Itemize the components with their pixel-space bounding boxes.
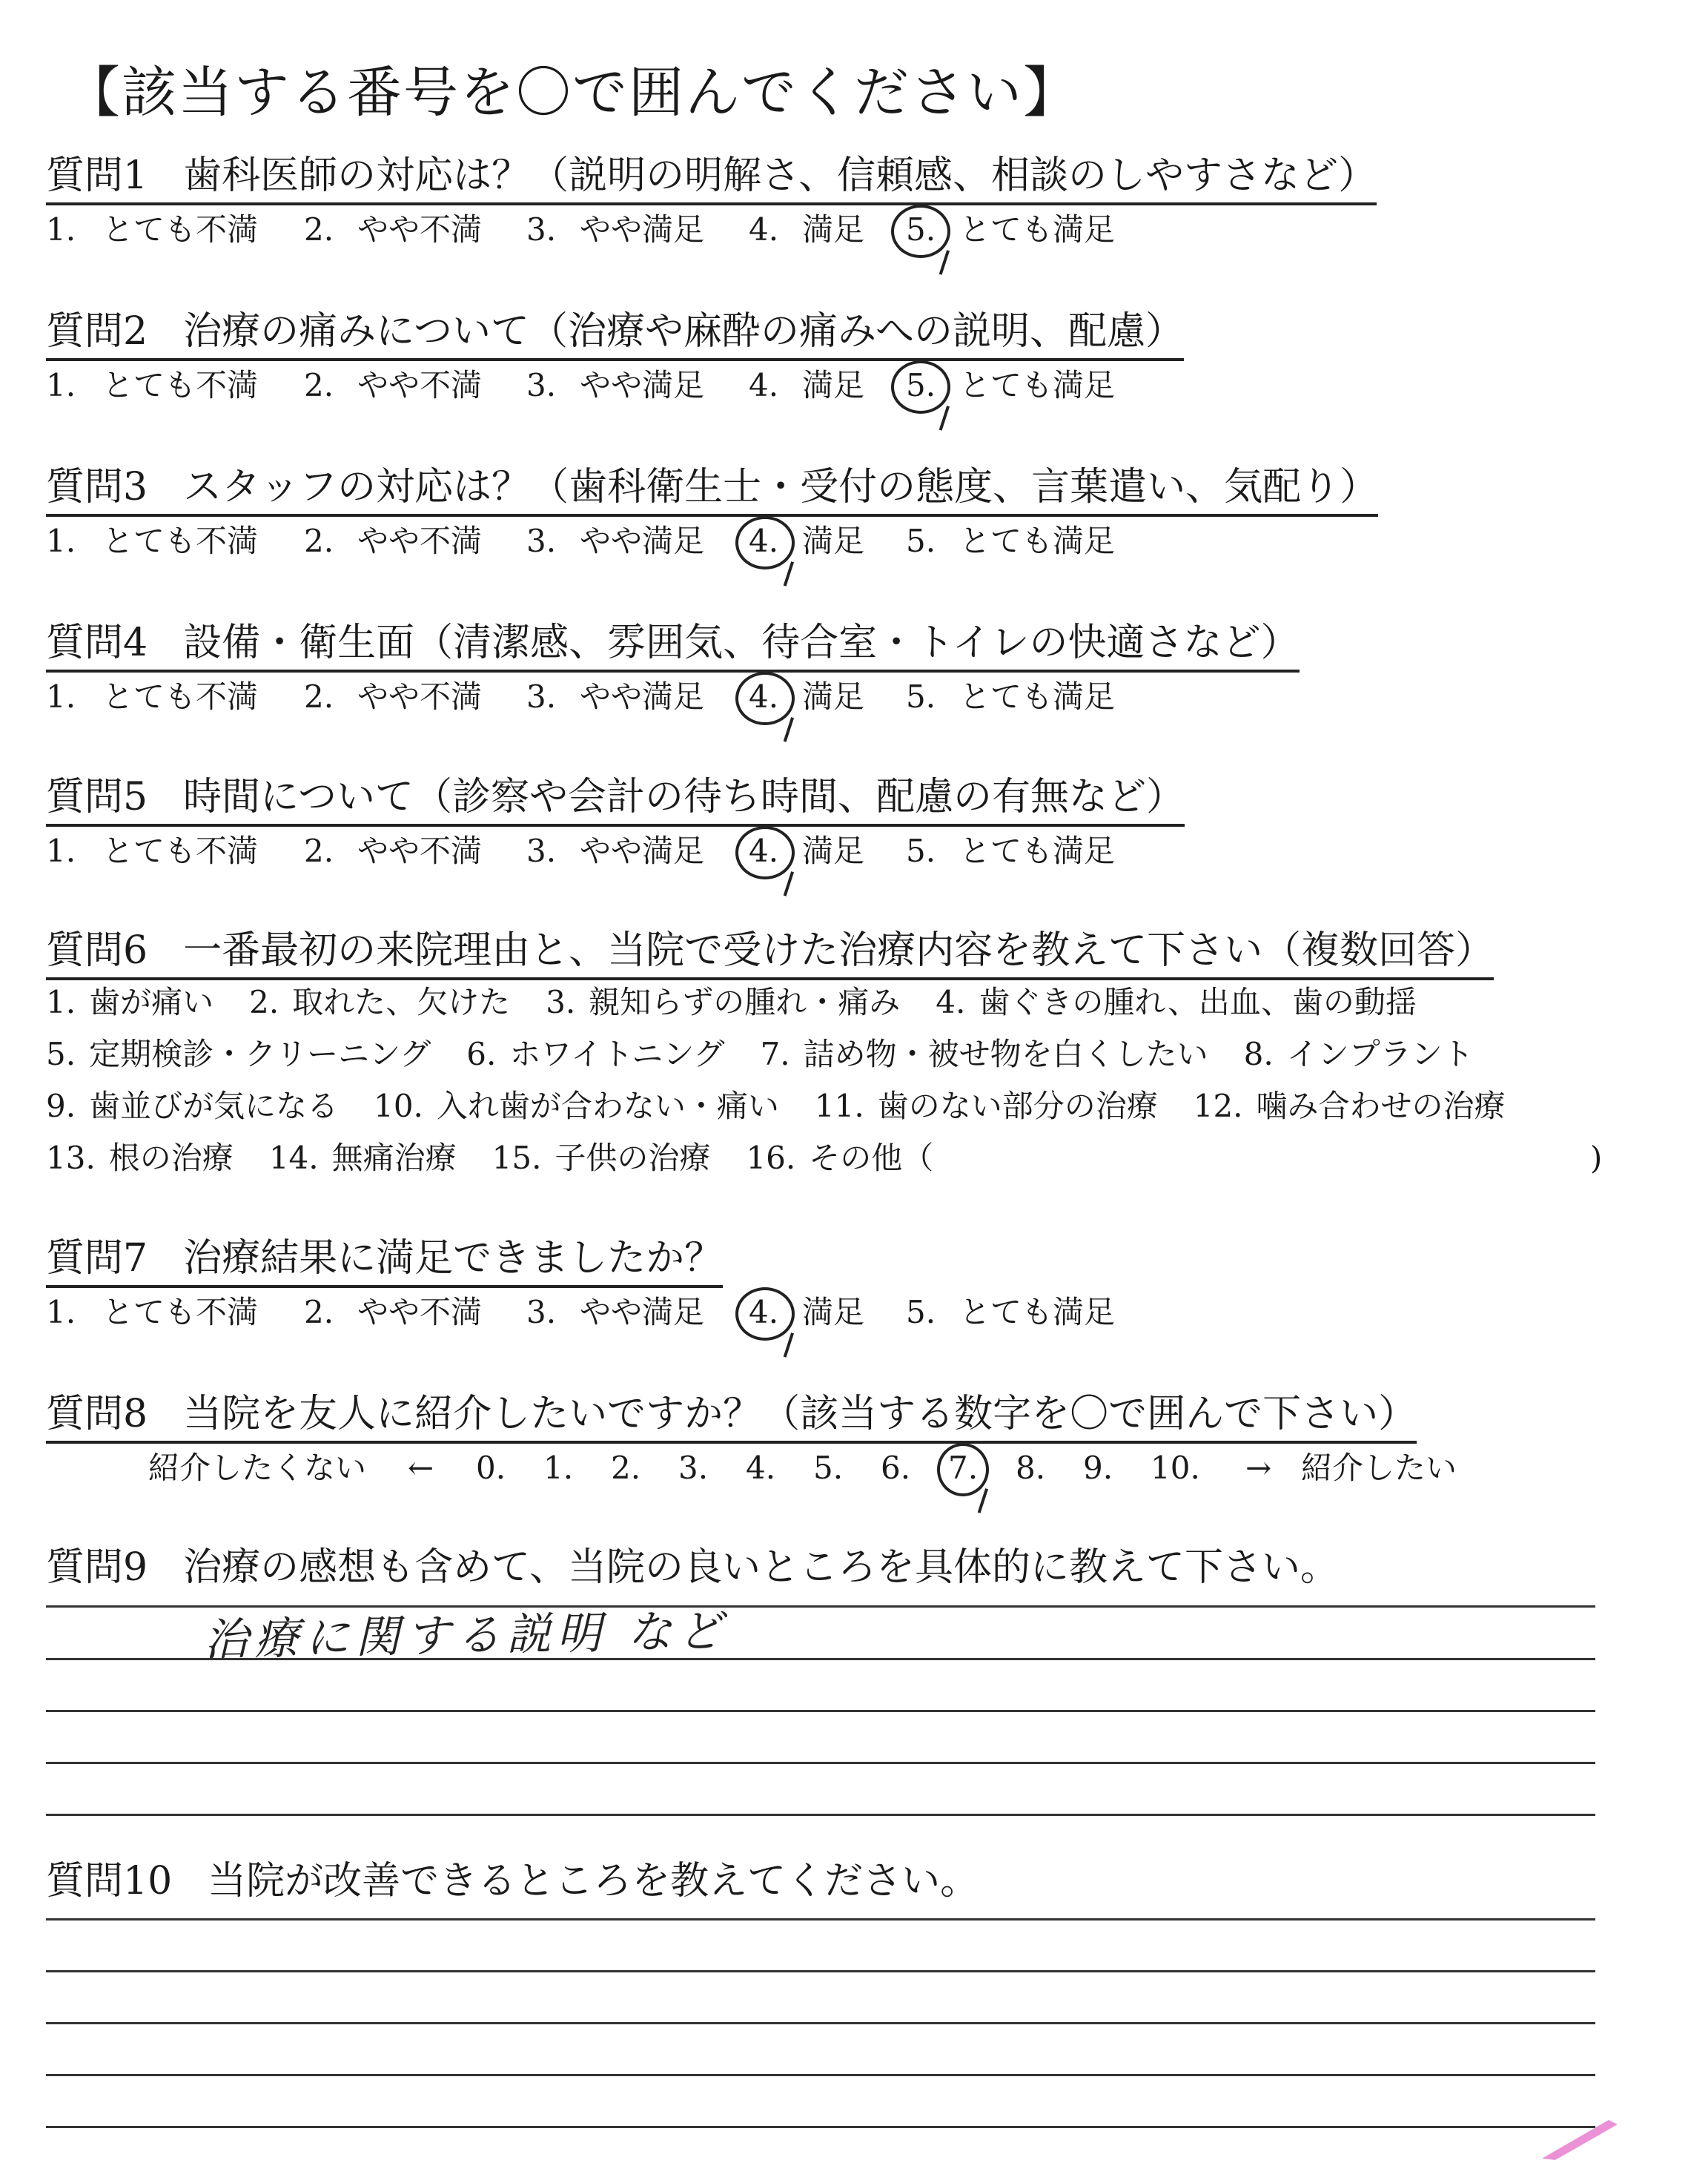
option-label[interactable]: 満足: [802, 1294, 865, 1330]
question-4-heading: [46, 619, 1300, 673]
question-6-options-row-1: [46, 980, 1452, 1025]
option-number[interactable]: 8.: [1243, 1036, 1274, 1072]
option-label[interactable]: 満足: [802, 211, 865, 248]
option-label[interactable]: 定期検診・クリーニング: [89, 1036, 431, 1072]
option-number[interactable]: 12.: [1193, 1088, 1243, 1124]
option-number[interactable]: 5.: [46, 1036, 76, 1072]
option-label[interactable]: とても満足: [959, 833, 1116, 869]
handwritten-answer: 治療に関する説明 など: [203, 1605, 729, 1667]
question-number: 質問10: [46, 1859, 173, 1903]
option-label[interactable]: 歯並びが気になる: [89, 1088, 339, 1124]
question-1-heading: [46, 152, 1377, 205]
highlighter-mark-icon: [1535, 2117, 1623, 2160]
option-number[interactable]: 3.: [526, 523, 557, 559]
option-label[interactable]: やや満足: [580, 523, 705, 559]
question-5-heading: [46, 773, 1185, 827]
selected-answer-circle: [735, 1287, 795, 1341]
option-label[interactable]: 根の治療: [108, 1140, 234, 1176]
option-number[interactable]: 3.: [526, 1294, 557, 1330]
option-number[interactable]: 6.: [466, 1036, 497, 1072]
other-close-paren: ): [1590, 1140, 1603, 1176]
option-label[interactable]: 親知らずの腫れ・痛み: [589, 984, 901, 1020]
option-label[interactable]: 歯が痛い: [89, 984, 214, 1020]
option-number[interactable]: 2.: [304, 833, 334, 869]
option-number[interactable]: 1.: [46, 833, 76, 869]
option-number[interactable]: 3.: [546, 984, 576, 1020]
question-number: 質問8: [46, 1392, 148, 1436]
question-10-heading: [46, 1857, 979, 1905]
option-label[interactable]: インプラント: [1286, 1036, 1474, 1072]
selected-answer-circle: [891, 205, 950, 258]
question-number: 質問2: [46, 309, 148, 354]
question-text: 当院が改善できるところを教えてください。: [208, 1859, 979, 1903]
option-number[interactable]: 2.: [304, 211, 334, 248]
answer-line[interactable]: [46, 1918, 1595, 1920]
option-label[interactable]: とても満足: [959, 367, 1116, 403]
option-label[interactable]: とても満足: [959, 523, 1116, 559]
question-number: 質問4: [46, 621, 148, 665]
option-number[interactable]: 4.: [749, 1294, 779, 1330]
page-title: 【該当する番号を〇で囲んでください】: [65, 61, 1079, 125]
question-number: 質問6: [46, 928, 148, 973]
option-label[interactable]: やや満足: [580, 678, 705, 715]
answer-line[interactable]: [46, 2126, 1595, 2128]
option-label[interactable]: やや満足: [580, 1294, 705, 1330]
option-number[interactable]: 14.: [268, 1140, 319, 1176]
option-label[interactable]: とても不満: [102, 523, 259, 559]
question-number: 質問9: [46, 1545, 148, 1590]
option-number[interactable]: 4.: [749, 833, 779, 869]
option-label[interactable]: 歯ぐきの腫れ、出血、歯の動揺: [979, 984, 1417, 1020]
question-6-options-row-3: [46, 1084, 1506, 1129]
scale-number[interactable]: 4.: [746, 1450, 776, 1486]
scale-number[interactable]: 10.: [1151, 1450, 1200, 1486]
scale-left-label: 紹介したくない: [148, 1450, 367, 1486]
option-label[interactable]: 無痛治療: [331, 1140, 457, 1176]
scale-number[interactable]: 9.: [1083, 1450, 1113, 1486]
question-text: スタッフの対応は？（歯科衛生士・受付の態度、言葉遣い、気配り）: [183, 465, 1379, 509]
option-label[interactable]: とても不満: [102, 678, 259, 715]
option-number[interactable]: 4.: [749, 211, 779, 248]
scale-number[interactable]: 1.: [543, 1450, 574, 1486]
question-text: 設備・衛生面（清潔感、雰囲気、待合室・トイレの快適さなど）: [183, 621, 1300, 665]
option-label[interactable]: 歯のない部分の治療: [877, 1088, 1158, 1124]
selected-answer-circle: [937, 1443, 989, 1496]
option-label[interactable]: とても不満: [102, 211, 259, 248]
option-number[interactable]: 5.: [906, 678, 936, 715]
scale-number[interactable]: 0.: [476, 1450, 506, 1486]
option-label[interactable]: やや不満: [357, 367, 483, 403]
option-number[interactable]: 5.: [906, 523, 936, 559]
scale-number[interactable]: 6.: [881, 1450, 911, 1486]
option-number[interactable]: 2.: [304, 523, 334, 559]
scale-right-label: 紹介したい: [1301, 1450, 1457, 1486]
option-number[interactable]: 15.: [491, 1140, 542, 1176]
option-number[interactable]: 3.: [526, 367, 557, 403]
option-number[interactable]: 1.: [46, 523, 76, 559]
option-label[interactable]: やや不満: [357, 211, 483, 248]
option-label[interactable]: やや不満: [357, 833, 483, 869]
option-number[interactable]: 3.: [526, 678, 557, 715]
option-label[interactable]: とても不満: [102, 1294, 259, 1330]
question-text: 一番最初の来院理由と、当院で受けた治療内容を教えて下さい（複数回答）: [183, 928, 1494, 973]
question-8-heading: [46, 1390, 1417, 1444]
option-label[interactable]: やや満足: [580, 833, 705, 869]
option-number[interactable]: 5.: [906, 833, 936, 869]
answer-line[interactable]: [46, 1814, 1595, 1816]
question-text: 治療の感想も含めて、当院の良いところを具体的に教えて下さい。: [183, 1545, 1340, 1590]
option-number[interactable]: 9.: [46, 1088, 76, 1124]
option-number[interactable]: 11.: [814, 1088, 864, 1124]
option-label[interactable]: 満足: [802, 367, 865, 403]
option-label[interactable]: 満足: [802, 523, 865, 559]
option-label[interactable]: やや満足: [580, 367, 705, 403]
question-number: 質問3: [46, 465, 148, 509]
option-label[interactable]: 満足: [802, 678, 865, 715]
option-number[interactable]: 1.: [46, 211, 76, 248]
option-label[interactable]: とても不満: [102, 367, 259, 403]
option-number[interactable]: 5.: [906, 211, 936, 248]
option-number[interactable]: 1.: [46, 678, 76, 715]
option-number[interactable]: 3.: [526, 211, 557, 248]
question-9-heading: [46, 1544, 1339, 1591]
answer-line[interactable]: [46, 1762, 1595, 1764]
option-label[interactable]: やや不満: [357, 1294, 483, 1330]
option-label[interactable]: 入れ歯が合わない・痛い: [436, 1088, 779, 1124]
option-number[interactable]: 4.: [749, 678, 779, 715]
answer-line[interactable]: [46, 1658, 1595, 1660]
question-2-heading: [46, 308, 1184, 361]
question-number: 質問1: [46, 153, 148, 198]
option-number[interactable]: 7.: [760, 1036, 790, 1072]
question-text: 歯科医師の対応は？（説明の明解さ、信頼感、相談のしやすさなど）: [183, 153, 1377, 198]
question-6-heading: [46, 927, 1494, 980]
answer-line[interactable]: [46, 2022, 1595, 2024]
option-label[interactable]: とても不満: [102, 833, 259, 869]
option-label[interactable]: 子供の治療: [555, 1140, 711, 1176]
option-number[interactable]: 13.: [46, 1140, 96, 1176]
option-label[interactable]: やや不満: [357, 523, 483, 559]
selected-answer-circle: [891, 360, 950, 414]
question-3-heading: [46, 463, 1378, 517]
selected-answer-circle: [735, 826, 795, 879]
option-label[interactable]: とても満足: [959, 211, 1116, 248]
question-number: 質問7: [46, 1236, 148, 1281]
scale-number[interactable]: 2.: [611, 1450, 641, 1486]
scale-number[interactable]: 7.: [948, 1450, 979, 1486]
other-open-paren: その他（: [809, 1140, 934, 1176]
option-label[interactable]: 取れた、欠けた: [292, 984, 511, 1020]
question-7-heading: [46, 1235, 723, 1288]
question-text: 治療結果に満足できましたか？: [183, 1236, 724, 1281]
option-label[interactable]: とても満足: [959, 1294, 1116, 1330]
option-label[interactable]: とても満足: [959, 678, 1116, 715]
scale-number[interactable]: 5.: [813, 1450, 844, 1486]
question-6-options-row-2: [46, 1032, 1509, 1077]
option-number[interactable]: 4.: [749, 523, 779, 559]
answer-line[interactable]: [46, 2074, 1595, 2076]
option-number[interactable]: 2.: [304, 367, 334, 403]
question-text: 時間について（診察や会計の待ち時間、配慮の有無など）: [183, 775, 1185, 819]
option-number[interactable]: 1.: [46, 1294, 76, 1330]
option-number[interactable]: 2.: [304, 678, 334, 715]
question-number: 質問5: [46, 775, 148, 819]
option-number[interactable]: 2.: [249, 984, 279, 1020]
option-number[interactable]: 16.: [746, 1140, 796, 1176]
option-label[interactable]: 詰め物・被せ物を白くしたい: [803, 1036, 1208, 1072]
option-number[interactable]: 5.: [906, 1294, 936, 1330]
referral-scale: [148, 1446, 1557, 1490]
option-number[interactable]: 10.: [374, 1088, 423, 1124]
question-text: 当院を友人に紹介したいですか？（該当する数字を〇で囲んで下さい）: [183, 1392, 1417, 1436]
option-number[interactable]: 4.: [749, 367, 779, 403]
selected-answer-circle: [735, 672, 795, 725]
answer-line[interactable]: [46, 1970, 1595, 1972]
option-number[interactable]: 1.: [46, 367, 76, 403]
question-6-options-row-4: [46, 1136, 969, 1180]
option-label[interactable]: やや満足: [580, 211, 705, 248]
question-text: 治療の痛みについて（治療や麻酔の痛みへの説明、配慮）: [183, 309, 1185, 354]
option-number[interactable]: 1.: [46, 984, 76, 1020]
left-arrow-icon: ←: [408, 1450, 434, 1486]
selected-answer-circle: [735, 516, 795, 569]
option-number[interactable]: 5.: [906, 367, 936, 403]
option-number[interactable]: 4.: [936, 984, 966, 1020]
option-label[interactable]: 満足: [802, 833, 865, 869]
option-number[interactable]: 2.: [304, 1294, 334, 1330]
scale-number[interactable]: 8.: [1016, 1450, 1046, 1486]
option-label[interactable]: ホワイトニング: [509, 1036, 725, 1072]
scale-number[interactable]: 3.: [678, 1450, 709, 1486]
option-label[interactable]: やや不満: [357, 678, 483, 715]
option-number[interactable]: 3.: [526, 833, 557, 869]
option-label[interactable]: 噛み合わせの治療: [1256, 1088, 1506, 1124]
right-arrow-icon: →: [1245, 1450, 1272, 1486]
answer-line[interactable]: [46, 1710, 1595, 1712]
